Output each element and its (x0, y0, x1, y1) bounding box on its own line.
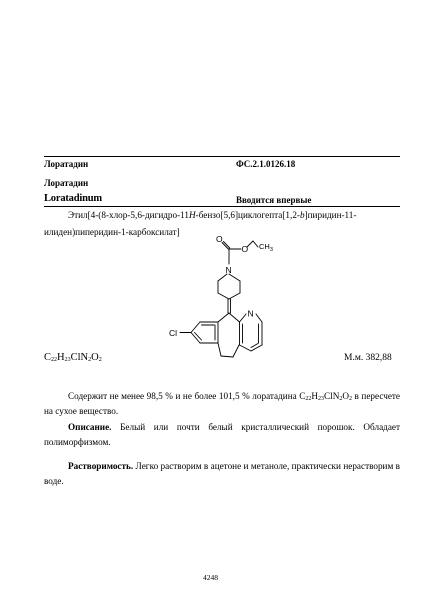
solubility-text: Легко растворим в ацетоне и метаноле, практически нерастворим в воде. (44, 461, 400, 486)
carbonyl-oxygen: O (216, 234, 223, 244)
title-ru: Лоратадин (44, 159, 89, 169)
description-paragraph (44, 420, 400, 450)
chem-name-part3: ]пиридин-11- (304, 210, 357, 220)
name-ru: Лоратадин (44, 178, 89, 188)
chem-name-h: H (189, 210, 196, 220)
solubility-paragraph (44, 459, 400, 489)
ester-oxygen: O (241, 244, 249, 254)
chem-name-part1: Этил[4-(8-хлор-5,6-дигидро-11 (68, 210, 190, 220)
chlorine-atom: Cl (169, 328, 178, 338)
name-latin: Loratadinum (44, 193, 102, 204)
chem-name-part2: -бензо[5,6]циклогепта[1,2- (195, 210, 300, 220)
molecular-formula: $C_{22}H_{23}ClN_2O_2$ (44, 352, 102, 363)
molecular-weight: М.м. 382,88 (344, 353, 392, 363)
description-label: Описание. (68, 422, 112, 432)
page-number: 4248 (203, 573, 218, 582)
chem-name-b: b (299, 210, 305, 220)
content-paragraph: Содержит не менее 98,5 % и не более 101,5 % лоратадина $C_{22}H_{23}ClN_2O_2$ в пересчете на сухое вещество. (44, 391, 401, 416)
status: Вводится впервые (236, 195, 312, 205)
solubility-label: Растворимость. (68, 461, 134, 471)
methyl-group: $CH_3$ (259, 242, 273, 253)
chem-name-line2: илиден)пиперидин-1-карбоксилат] (44, 227, 180, 237)
pyridine-nitrogen: N (247, 308, 254, 319)
doc-code: ФС.2.1.0126.18 (236, 159, 296, 169)
description-text: Белый или почти белый кристаллический порошок. Обладает полиморфизмом. (44, 422, 400, 447)
piperidine-nitrogen: N (225, 265, 232, 275)
